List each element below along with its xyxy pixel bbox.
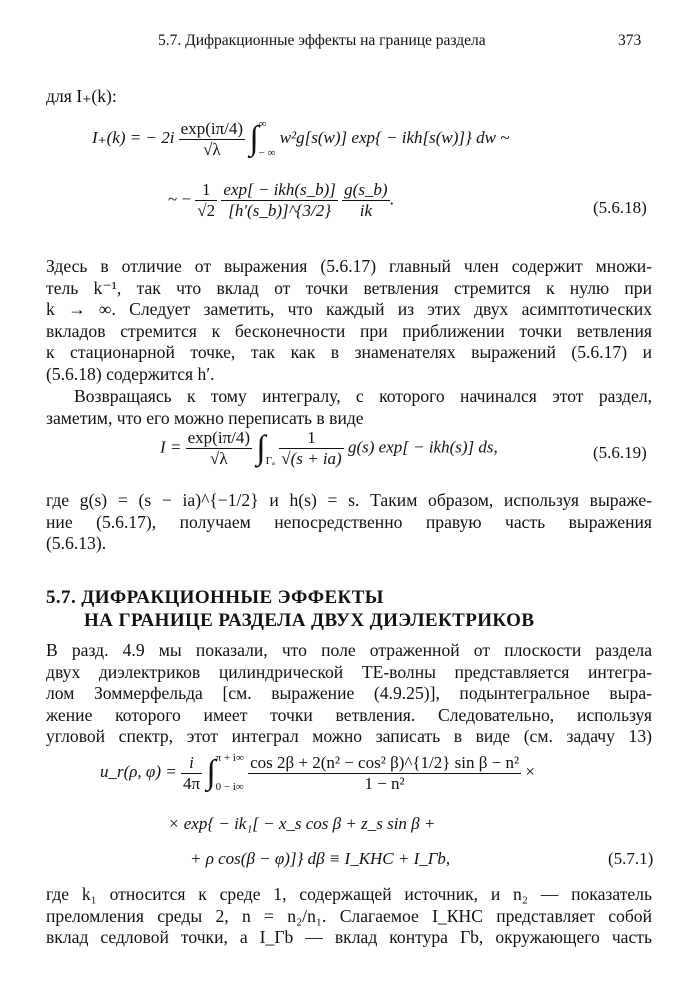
frac-denominator: √2 [197,201,216,220]
integral-lower-limit: − ∞ [258,147,276,159]
integral-limits [266,429,275,468]
frac-denominator: [h′(s_b)]^{3/2} [228,201,332,220]
eq-5-6-19-rest: g(s) exp[ − ikh(s)] ds, [347,437,498,457]
eq-5-6-18-line2 [168,180,394,221]
frac-denominator: ik [359,201,373,220]
paragraph-3 [46,490,652,555]
text-line: к стационарной точке, так как в знаменателях выражений (5.6.17) и [46,342,652,363]
paragraph-5 [46,884,652,949]
text-line: где k₁ относится к среде 1, содержащей источник, и n₂ — показатель [46,884,652,904]
equation-number-5-6-19: (5.6.19) [593,443,647,462]
text-line: В разд. 4.9 мы показали, что поле отраженной от плоскости раздела [46,640,652,660]
eq-5-7-1-frac-i [181,753,202,794]
integral-limits [216,752,244,794]
eq-5-6-18-line1 [92,118,509,160]
eq-5-6-18-frac-g [342,180,389,221]
text-line: вкладов стремится к бесконечности при приближении точки ветвления [46,320,652,341]
integral-sign: ∫ [256,429,266,467]
intro-label [46,86,652,108]
text-line: заметим, что его можно переписать в виде [46,407,364,428]
text-line: жение которого имеет точки ветвления. Следовательно, используя [46,704,652,725]
eq-5-6-18-frac-exp-h [221,180,338,221]
section-heading-line2: НА ГРАНИЦЕ РАЗДЕЛА ДВУХ ДИЭЛЕКТРИКОВ [84,610,535,631]
eq-5-7-1-line3 [190,849,450,869]
equation-number-5-6-18: (5.6.18) [593,198,647,217]
eq-5-6-18-asymp-prefix: ~ − [168,189,192,209]
text-line: Здесь в отличие от выражения (5.6.17) главный член содержит множи- [46,256,652,276]
text-line: вклад седловой точки, а I_Γb — вклад контура Γb, окружающего часть [46,927,652,948]
text-line: ние (5.6.17), получаем непосредственно правую часть выражения [46,511,652,532]
frac-numerator: g(s_b) [344,180,388,199]
eq-5-7-1-line2-text: × exp{ − ik₁[ − x_s cos β + z_s sin β + [168,814,436,833]
frac-denominator: √λ [203,139,221,159]
frac-numerator: 1 [279,428,343,449]
integral-sign: ∫ [206,754,216,791]
text-line: k → ∞. Следует заметить, что каждый из этих двух асимптотических [46,299,652,320]
eq-5-7-1-times: × [525,761,535,781]
intro-label-text: для I₊(k): [46,86,117,106]
frac-denominator: 1 − n² [364,773,405,793]
text-line: тель k⁻¹, так что вклад от точки ветвления стремится к нулю при [46,277,652,298]
text-line: угловой спектр, этот интеграл можно записать в виде (см. задачу 13) [46,726,652,747]
text-line: где g(s) = (s − ia)^{−1/2} и h(s) = s. Таким образом, используя выраже- [46,490,652,510]
integral-upper-limit: π + i∞ [215,752,244,764]
eq-5-7-1-line3-text: + ρ cos(β − φ)]} dβ ≡ I_КНС + I_Γb, [190,849,451,868]
text-line: (5.6.13). [46,533,107,554]
eq-5-7-1-line2 [168,814,435,834]
eq-5-6-19-frac-sqrt [279,428,343,469]
eq-5-6-18-lhs: I₊(k) = − 2i [92,127,175,147]
section-heading [46,586,534,632]
eq-5-6-19-lhs: I = [160,437,182,457]
frac-numerator: i [181,753,202,774]
paragraph-4 [46,640,652,748]
integral-sign: ∫ [249,120,259,157]
frac-denominator: √(s + ia) [281,449,342,468]
frac-numerator: exp(iπ/4) [180,118,244,138]
text-line: Возвращаясь к тому интегралу, с которого начинался этот раздел, [74,386,652,406]
frac-numerator: exp[ − ikh(s_b)] [223,180,336,199]
frac-numerator: cos 2β + 2(n² − cos² β)^{1/2} sin β − n² [250,752,520,772]
eq-5-6-19-frac-exp [186,428,252,469]
integral-limits [259,118,276,160]
equation-number-5-7-1: (5.7.1) [608,849,654,868]
frac-numerator: 1 [195,180,217,201]
page-number: 373 [618,32,642,49]
section-heading-line1: 5.7. ДИФРАКЦИОННЫЕ ЭФФЕКТЫ [46,587,384,608]
eq-5-7-1-lhs: u_r(ρ, φ) = [100,761,177,781]
frac-numerator: exp(iπ/4) [187,428,251,447]
paragraph-1 [46,256,652,386]
integral-upper-limit: ∞ [258,118,267,130]
text-line: лом Зоммерфельда [см. выражение (4.9.25)], подынтегральное выра- [46,683,652,704]
text-line: (5.6.18) содержится h′. [46,363,215,384]
eq-5-6-18-frac-one [195,180,217,221]
frac-denominator: √λ [210,449,228,468]
eq-5-6-18-period: . [389,189,394,209]
eq-5-6-18-integrand: w²g[s(w)] exp{ − ikh[s(w)]} dw ~ [279,127,510,147]
text-line: двух диэлектриков цилиндрической ТЕ-волны представляется интегра- [46,661,652,682]
eq-5-7-1-frac-main [248,753,521,794]
text-line: преломления среды 2, n = n₂/n₁. Слагаемое I_КНС представляет собой [46,905,652,926]
integral-lower-limit: Γₐ [265,455,275,467]
eq-5-6-19-body [160,428,498,469]
eq-5-7-1-line1 [100,752,535,794]
paragraph-2 [46,386,652,429]
integral-lower-limit: 0 − i∞ [215,781,244,793]
running-header-title: 5.7. Дифракционные эффекты на границе раздела [158,32,486,49]
eq-5-6-18-frac-exp [179,119,245,160]
frac-denominator: 4π [182,773,201,793]
